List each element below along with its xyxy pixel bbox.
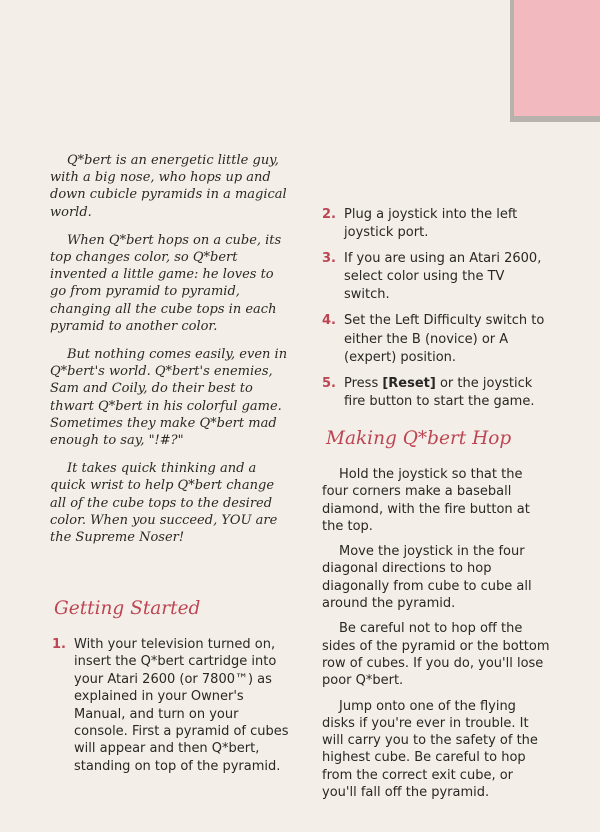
step-item <box>322 312 552 366</box>
step-number: 5. <box>322 375 336 391</box>
step-item <box>322 206 552 242</box>
step-item <box>322 250 552 304</box>
making-hop-text <box>322 466 550 809</box>
page-corner-tab <box>510 0 600 122</box>
step-item <box>52 636 292 775</box>
intro-paragraph-2: When Q*bert hops on a cube, its top changes color, so Q*bert invented a little game: he loves to go from pyramid to pyramid, changing all the cube tops in each pyramid to another color. <box>50 232 282 334</box>
step-text: If you are using an Atari 2600, select color using the TV switch. <box>344 251 542 303</box>
hop-paragraph-1: Hold the joystick so that the four corners make a baseball diamond, with the fire button at the top. <box>322 467 530 534</box>
getting-started-heading: Getting Started <box>54 598 201 619</box>
step-text-before: Press <box>344 375 383 391</box>
step-text: Set the Left Difficulty switch to either the B (novice) or A (expert) position. <box>344 313 545 365</box>
hop-paragraph-3: Be careful not to hop off the sides of the pyramid or the bottom row of cubes. If you do, you'll lose poor Q*bert. <box>322 621 550 689</box>
step-text: With your television turned on, insert the Q*bert cartridge into your Atari 2600 (or 7800™) as explained in your Owner's Manual, and turn on your console. First a pyramid of cubes will appear and then Q*bert, standing on top of the pyramid. <box>74 637 289 774</box>
hop-paragraph-4: Jump onto one of the flying disks if you're ever in trouble. It will carry you to the safety of the highest cube. Be careful to hop from the correct exit cube, or you'll fall off the pyramid. <box>322 698 538 801</box>
making-hop-heading: Making Q*bert Hop <box>326 428 512 449</box>
step-number: 2. <box>322 207 336 222</box>
getting-started-steps-right <box>322 206 552 419</box>
intro-text <box>50 152 290 557</box>
step-text: Plug a joystick into the left joystick port. <box>344 207 518 241</box>
step-number: 3. <box>322 251 336 267</box>
intro-paragraph-1: Q*bert is an energetic little guy, with a big nose, who hops up and down cubicle pyramids in a magical world. <box>50 153 287 220</box>
getting-started-steps-left <box>52 636 292 783</box>
intro-paragraph-4: It takes quick thinking and a quick wrist to help Q*bert change all of the cube tops to the desired color. When you succeed, YOU are the Supreme Noser! <box>50 461 278 546</box>
step-number: 4. <box>322 313 336 329</box>
step-number: 1. <box>52 637 66 652</box>
pink-tab <box>514 0 600 116</box>
step-item <box>322 375 552 411</box>
reset-key-label: [Reset] <box>382 375 436 391</box>
hop-paragraph-2: Move the joystick in the four diagonal directions to hop diagonally from cube to cube all around the pyramid. <box>322 544 532 612</box>
step-text-after: or the joystick fire button to start the game. <box>344 375 535 409</box>
intro-paragraph-3: But nothing comes easily, even in Q*bert's world. Q*bert's enemies, Sam and Coily, do their best to thwart Q*bert in his colorful game. Sometimes they make Q*bert mad enough to say, "!#?" <box>50 347 288 449</box>
